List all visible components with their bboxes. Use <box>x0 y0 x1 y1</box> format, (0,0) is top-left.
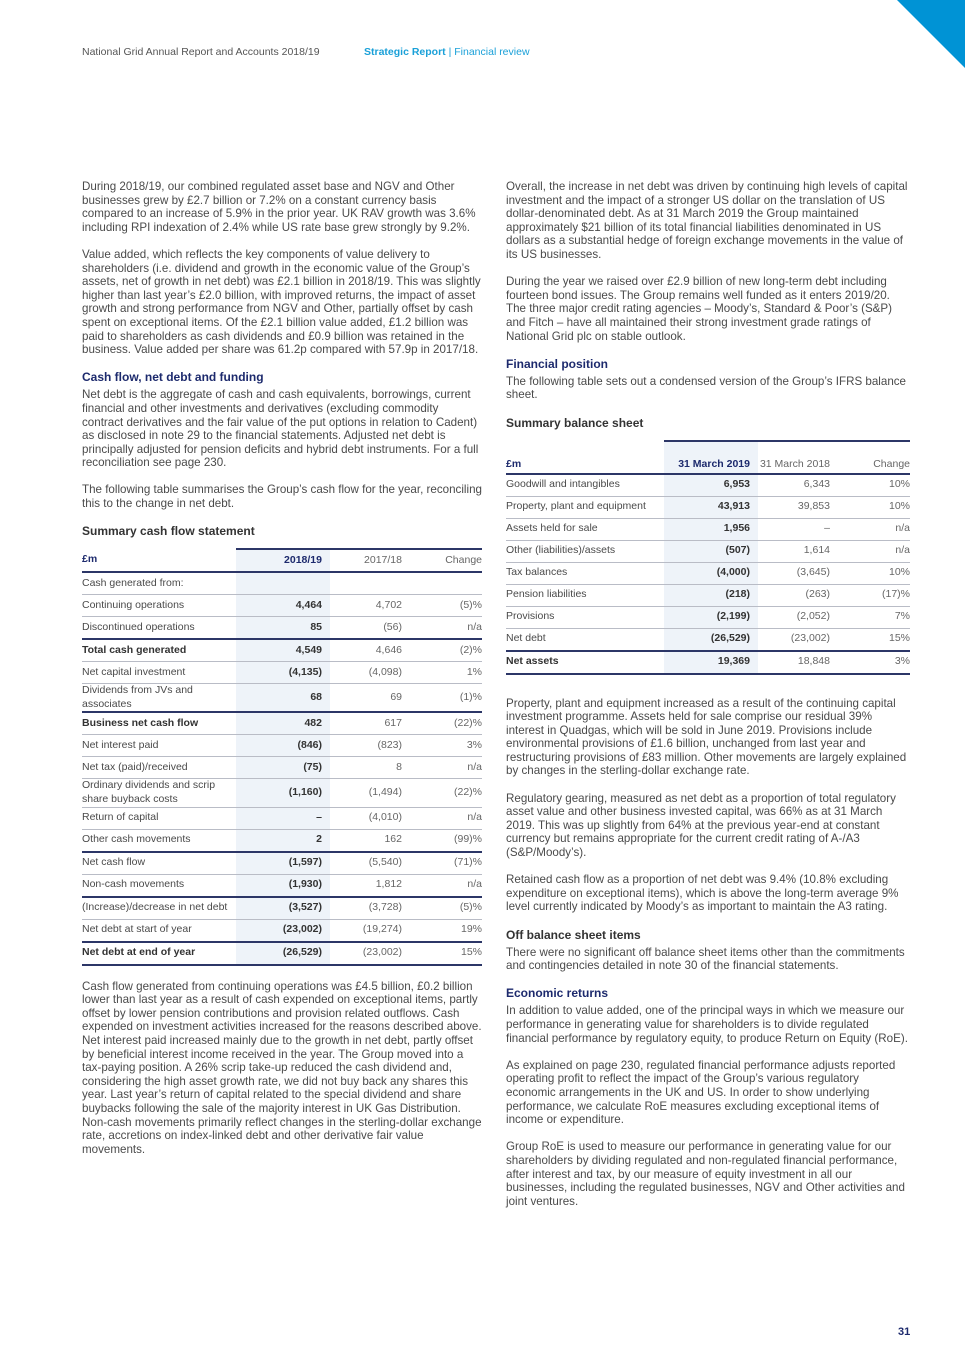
value-current: (75) <box>236 757 330 779</box>
right-column <box>506 180 910 1222</box>
heading-financial-position: Financial position <box>506 356 609 371</box>
value-prior: 4,646 <box>330 639 410 662</box>
value-prior: (56) <box>330 617 410 640</box>
paragraph: The following table summarises the Group’s cash flow for the year, reconciling this to the change in net debt. <box>82 483 482 511</box>
corner-accent-triangle <box>897 0 965 68</box>
table-row <box>82 684 482 713</box>
value-current: (23,002) <box>236 919 330 942</box>
table-row <box>82 595 482 617</box>
value-prior: 18,848 <box>758 651 838 674</box>
value-prior: (2,052) <box>758 606 838 628</box>
row-label: Other (liabilities)/assets <box>506 540 664 562</box>
row-label: Tax balances <box>506 562 664 584</box>
value-prior: 162 <box>330 829 410 852</box>
table-row <box>82 942 482 965</box>
heading-cashflow: Cash flow, net debt and funding <box>82 370 264 385</box>
page-number: 31 <box>898 1326 911 1338</box>
value-change: (1)% <box>410 684 482 713</box>
paragraph: Overall, the increase in net debt was driven by continuing high levels of capital investment and the impact of a stronger US dollar on the translation of US dollar-denominated debt. As at 31 March 2019 the Group maintained approximately $21 billion of its total financial liabilities denominated in US dollars as a substantial hedge of foreign exchange movements in the value of its US businesses. <box>506 180 908 261</box>
value-change: n/a <box>410 617 482 640</box>
left-column <box>82 180 482 1170</box>
row-label: Pension liabilities <box>506 584 664 606</box>
table-row <box>506 518 910 540</box>
value-change: (71)% <box>410 852 482 875</box>
row-label: Net interest paid <box>82 735 236 757</box>
value-prior: (23,002) <box>330 942 410 965</box>
table-row <box>506 474 910 497</box>
table-row <box>82 779 482 807</box>
value-current: 4,464 <box>236 595 330 617</box>
table-row <box>82 852 482 875</box>
value-change: n/a <box>410 807 482 829</box>
value-current: 2 <box>236 829 330 852</box>
value-current: (507) <box>664 540 758 562</box>
value-prior: 39,853 <box>758 496 838 518</box>
value-current: 4,549 <box>236 639 330 662</box>
value-prior: 8 <box>330 757 410 779</box>
value-current: (846) <box>236 735 330 757</box>
paragraph: Property, plant and equipment increased as a result of the continuing capital investment programme. Assets held for sale comprise our residual 39% interest in Quadgas, which will be sold in June 2019. Provisions include environmental provisions of £1.6 billion, unchanged from last year and restructuring provisions of £83 million. Other movements are largely explained by changes in the sterling-dollar exchange rate. <box>506 696 907 778</box>
table-row <box>82 919 482 942</box>
row-label: Net cash flow <box>82 852 236 875</box>
table-title-cashflow: Summary cash flow statement <box>82 524 255 539</box>
value-change: n/a <box>838 540 910 562</box>
value-current: (2,199) <box>664 606 758 628</box>
value-prior <box>330 572 410 595</box>
value-change: n/a <box>410 757 482 779</box>
row-label: Goodwill and intangibles <box>506 474 664 497</box>
table-row <box>506 562 910 584</box>
value-current <box>236 572 330 595</box>
value-current: 68 <box>236 684 330 713</box>
value-change: 10% <box>838 474 910 497</box>
table-row <box>82 874 482 897</box>
value-current: (218) <box>664 584 758 606</box>
value-prior: (1,494) <box>330 779 410 807</box>
table-row <box>82 735 482 757</box>
row-label: Ordinary dividends and scrip share buyback costs <box>82 779 236 807</box>
table-row <box>82 662 482 684</box>
value-prior: (23,002) <box>758 628 838 651</box>
value-change: 10% <box>838 496 910 518</box>
value-current: (26,529) <box>664 628 758 651</box>
row-label: Discontinued operations <box>82 617 236 640</box>
row-label: Non-cash movements <box>82 874 236 897</box>
column-header: £m <box>82 549 236 572</box>
publication-title: National Grid Annual Report and Accounts 2018/19 <box>82 46 320 58</box>
value-change: 1% <box>410 662 482 684</box>
paragraph: As explained on page 230, regulated financial performance adjusts reported operating profit to reflect the impact of the Group’s various regulatory economic arrangements in the UK and US. In order to show underlying performance, we calculate RoE measures excluding exceptional items of income or expenditure. <box>506 1058 896 1127</box>
table-row <box>82 617 482 640</box>
row-label: Dividends from JVs and associates <box>82 684 236 713</box>
column-header: Change <box>838 441 910 474</box>
row-label: Return of capital <box>82 807 236 829</box>
column-header: Change <box>410 549 482 572</box>
value-prior: 69 <box>330 684 410 713</box>
table-row <box>506 651 910 674</box>
row-label: Net debt at start of year <box>82 919 236 942</box>
column-header: 2017/18 <box>330 549 410 572</box>
paragraph: Net debt is the aggregate of cash and cash equivalents, borrowings, current financial and other investments and derivatives (excluding commodity contract derivatives and the fair value of the put options in relation to Cadent) as disclosed in note 29 to the financial statements. Adjusted net debt is principally adjusted for pension deficits and hybrid debt instruments. For a full reconciliation see page 230. <box>82 388 479 470</box>
paragraph: During the year we raised over £2.9 billion of new long-term debt including fourteen bond issues. The Group remains well funded as it enters 2019/20. The three major credit rating agencies – Moody’s, Standard & Poor’s (S&P) and Fitch – have all maintained their strong investment grade ratings of National Grid plc on stable outlook. <box>506 275 893 343</box>
value-change: 19% <box>410 919 482 942</box>
balance-sheet-table <box>506 440 910 675</box>
paragraph: Retained cash flow as a proportion of net debt was 9.4% (10.8% excluding expenditure on exceptional items), which is above the long-term average 9% level currently indicated by Moody’s as important to maintain the A3 rating. <box>506 873 899 914</box>
table-row <box>506 496 910 518</box>
running-header <box>82 46 530 58</box>
value-change: 3% <box>410 735 482 757</box>
paragraph: In addition to value added, one of the principal ways in which we measure our performance in generating value for shareholders is to divide regulated financial performance by regulatory equity, to produce Return on Equity (RoE). <box>506 1004 908 1045</box>
table-title-balance: Summary balance sheet <box>506 415 644 430</box>
value-change: 15% <box>410 942 482 965</box>
row-label: Provisions <box>506 606 664 628</box>
row-label: Other cash movements <box>82 829 236 852</box>
value-prior: 4,702 <box>330 595 410 617</box>
column-header: £m <box>506 441 664 474</box>
table-row <box>506 628 910 651</box>
table-row <box>506 584 910 606</box>
paragraph: Cash flow generated from continuing operations was £4.5 billion, £0.2 billion lower than last year as a result of cash expended on exceptional items, partly offset by lower pension contributions and provision related outflows. Cash expended on investment activities increased for the reasons described above. Net interest paid increased mainly due to the growth in net debt, partly offset by beneficial interest income received in the year. The Group moved into a tax-paying position. A 26% scrip take-up reduced the cash dividend and, considering the high asset growth rate, we did not buy back any shares this year. Last year’s return of capital related to the special dividend and share buybacks following the sale of the majority interest in UK Gas Distribution. Non-cash movements primarily reflect changes in the sterling-dollar exchange rate, accretions on index-linked debt and other derivative fair value movements. <box>82 979 482 1156</box>
value-current: 19,369 <box>664 651 758 674</box>
value-prior: – <box>758 518 838 540</box>
value-current: 482 <box>236 712 330 735</box>
value-change: (17)% <box>838 584 910 606</box>
value-prior: (19,274) <box>330 919 410 942</box>
row-label: Property, plant and equipment <box>506 496 664 518</box>
row-label: Net tax (paid)/received <box>82 757 236 779</box>
column-header: 31 March 2019 <box>664 441 758 474</box>
value-prior: (3,645) <box>758 562 838 584</box>
value-change: (22)% <box>410 779 482 807</box>
value-prior: 1,812 <box>330 874 410 897</box>
paragraph: During 2018/19, our combined regulated asset base and NGV and Other businesses grew by £2.7 billion or 7.2% on a constant currency basis compared to an increase of 5.9% in the prior year. UK RAV growth was 3.6% including RPI indexation of 2.4% while US rate base grew strongly by 9.2%. <box>82 180 476 234</box>
row-label: Cash generated from: <box>82 572 236 595</box>
table-row <box>82 639 482 662</box>
table-row <box>82 757 482 779</box>
value-current: – <box>236 807 330 829</box>
row-label: Assets held for sale <box>506 518 664 540</box>
row-label: (Increase)/decrease in net debt <box>82 897 236 920</box>
value-prior: (3,728) <box>330 897 410 920</box>
value-current: (1,160) <box>236 779 330 807</box>
value-prior: (4,010) <box>330 807 410 829</box>
cashflow-table <box>82 548 482 965</box>
value-change: (2)% <box>410 639 482 662</box>
value-current: (1,930) <box>236 874 330 897</box>
table-row <box>82 897 482 920</box>
column-header: 31 March 2018 <box>758 441 838 474</box>
heading-economic-returns: Economic returns <box>506 986 609 1001</box>
row-label: Net debt <box>506 628 664 651</box>
table-row <box>506 540 910 562</box>
value-change: 7% <box>838 606 910 628</box>
value-current: (1,597) <box>236 852 330 875</box>
value-current: (3,527) <box>236 897 330 920</box>
value-change: (22)% <box>410 712 482 735</box>
value-current: (4,000) <box>664 562 758 584</box>
paragraph: Regulatory gearing, measured as net debt as a proportion of total regulatory asset value and other business invested capital, was 66% as at 31 March 2019. This was up slightly from 64% at the previous year-end at constant currency but remains appropriate for the current credit rating of A-/A3 (S&P/Moody’s). <box>506 791 896 860</box>
row-label: Continuing operations <box>82 595 236 617</box>
row-label: Total cash generated <box>82 639 236 662</box>
value-prior: (823) <box>330 735 410 757</box>
value-current: 1,956 <box>664 518 758 540</box>
subsection-link[interactable]: Financial review <box>454 46 530 58</box>
value-prior: 6,343 <box>758 474 838 497</box>
table-row <box>506 606 910 628</box>
paragraph: Group RoE is used to measure our performance in generating value for our shareholders by dividing regulated and non-regulated financial performance, after interest and tax, by our measure of equity investment in all our businesses, including the regulated businesses, NGV and Other activities and joint ventures. <box>506 1140 905 1208</box>
value-current: 43,913 <box>664 496 758 518</box>
row-label: Net capital investment <box>82 662 236 684</box>
section-link[interactable]: Strategic Report <box>364 46 446 58</box>
heading-off-balance: Off balance sheet items <box>506 927 641 942</box>
table-row <box>82 572 482 595</box>
table-row <box>82 829 482 852</box>
table-row <box>82 807 482 829</box>
value-prior: (5,540) <box>330 852 410 875</box>
row-label: Net assets <box>506 651 664 674</box>
value-change: (5)% <box>410 897 482 920</box>
value-change <box>410 572 482 595</box>
table-row <box>82 712 482 735</box>
value-change: 15% <box>838 628 910 651</box>
paragraph: There were no significant off balance sheet items other than the commitments and contingencies detailed in note 30 of the financial statements. <box>506 945 905 973</box>
value-current: (26,529) <box>236 942 330 965</box>
value-change: 10% <box>838 562 910 584</box>
column-header: 2018/19 <box>236 549 330 572</box>
value-change: 3% <box>838 651 910 674</box>
row-label: Business net cash flow <box>82 712 236 735</box>
value-prior: 617 <box>330 712 410 735</box>
paragraph: The following table sets out a condensed version of the Group’s IFRS balance sheet. <box>506 374 907 402</box>
value-change: (99)% <box>410 829 482 852</box>
value-change: n/a <box>838 518 910 540</box>
value-change: (5)% <box>410 595 482 617</box>
paragraph: Value added, which reflects the key components of value delivery to shareholders (i.e. dividend and growth in the economic value of the Group’s assets, net of growth in net debt) was £2.1 billion in 2018/19. This was slightly higher than last year’s £2.0 billion, with improved returns, the impact of asset growth and strong performance from NGV and Other, partially offset by cash spent on exceptional items. Of the £2.1 billion value added, £1.2 billion was paid to shareholders as cash dividends and £0.9 billion was retained in the business. Value added per share was 61.2p compared with 57.9p in 2017/18. <box>82 247 481 357</box>
value-prior: (4,098) <box>330 662 410 684</box>
value-current: 85 <box>236 617 330 640</box>
section-breadcrumb: Strategic Report | Financial review <box>364 46 530 58</box>
value-current: (4,135) <box>236 662 330 684</box>
value-current: 6,953 <box>664 474 758 497</box>
row-label: Net debt at end of year <box>82 942 236 965</box>
value-prior: 1,614 <box>758 540 838 562</box>
value-prior: (263) <box>758 584 838 606</box>
value-change: n/a <box>410 874 482 897</box>
